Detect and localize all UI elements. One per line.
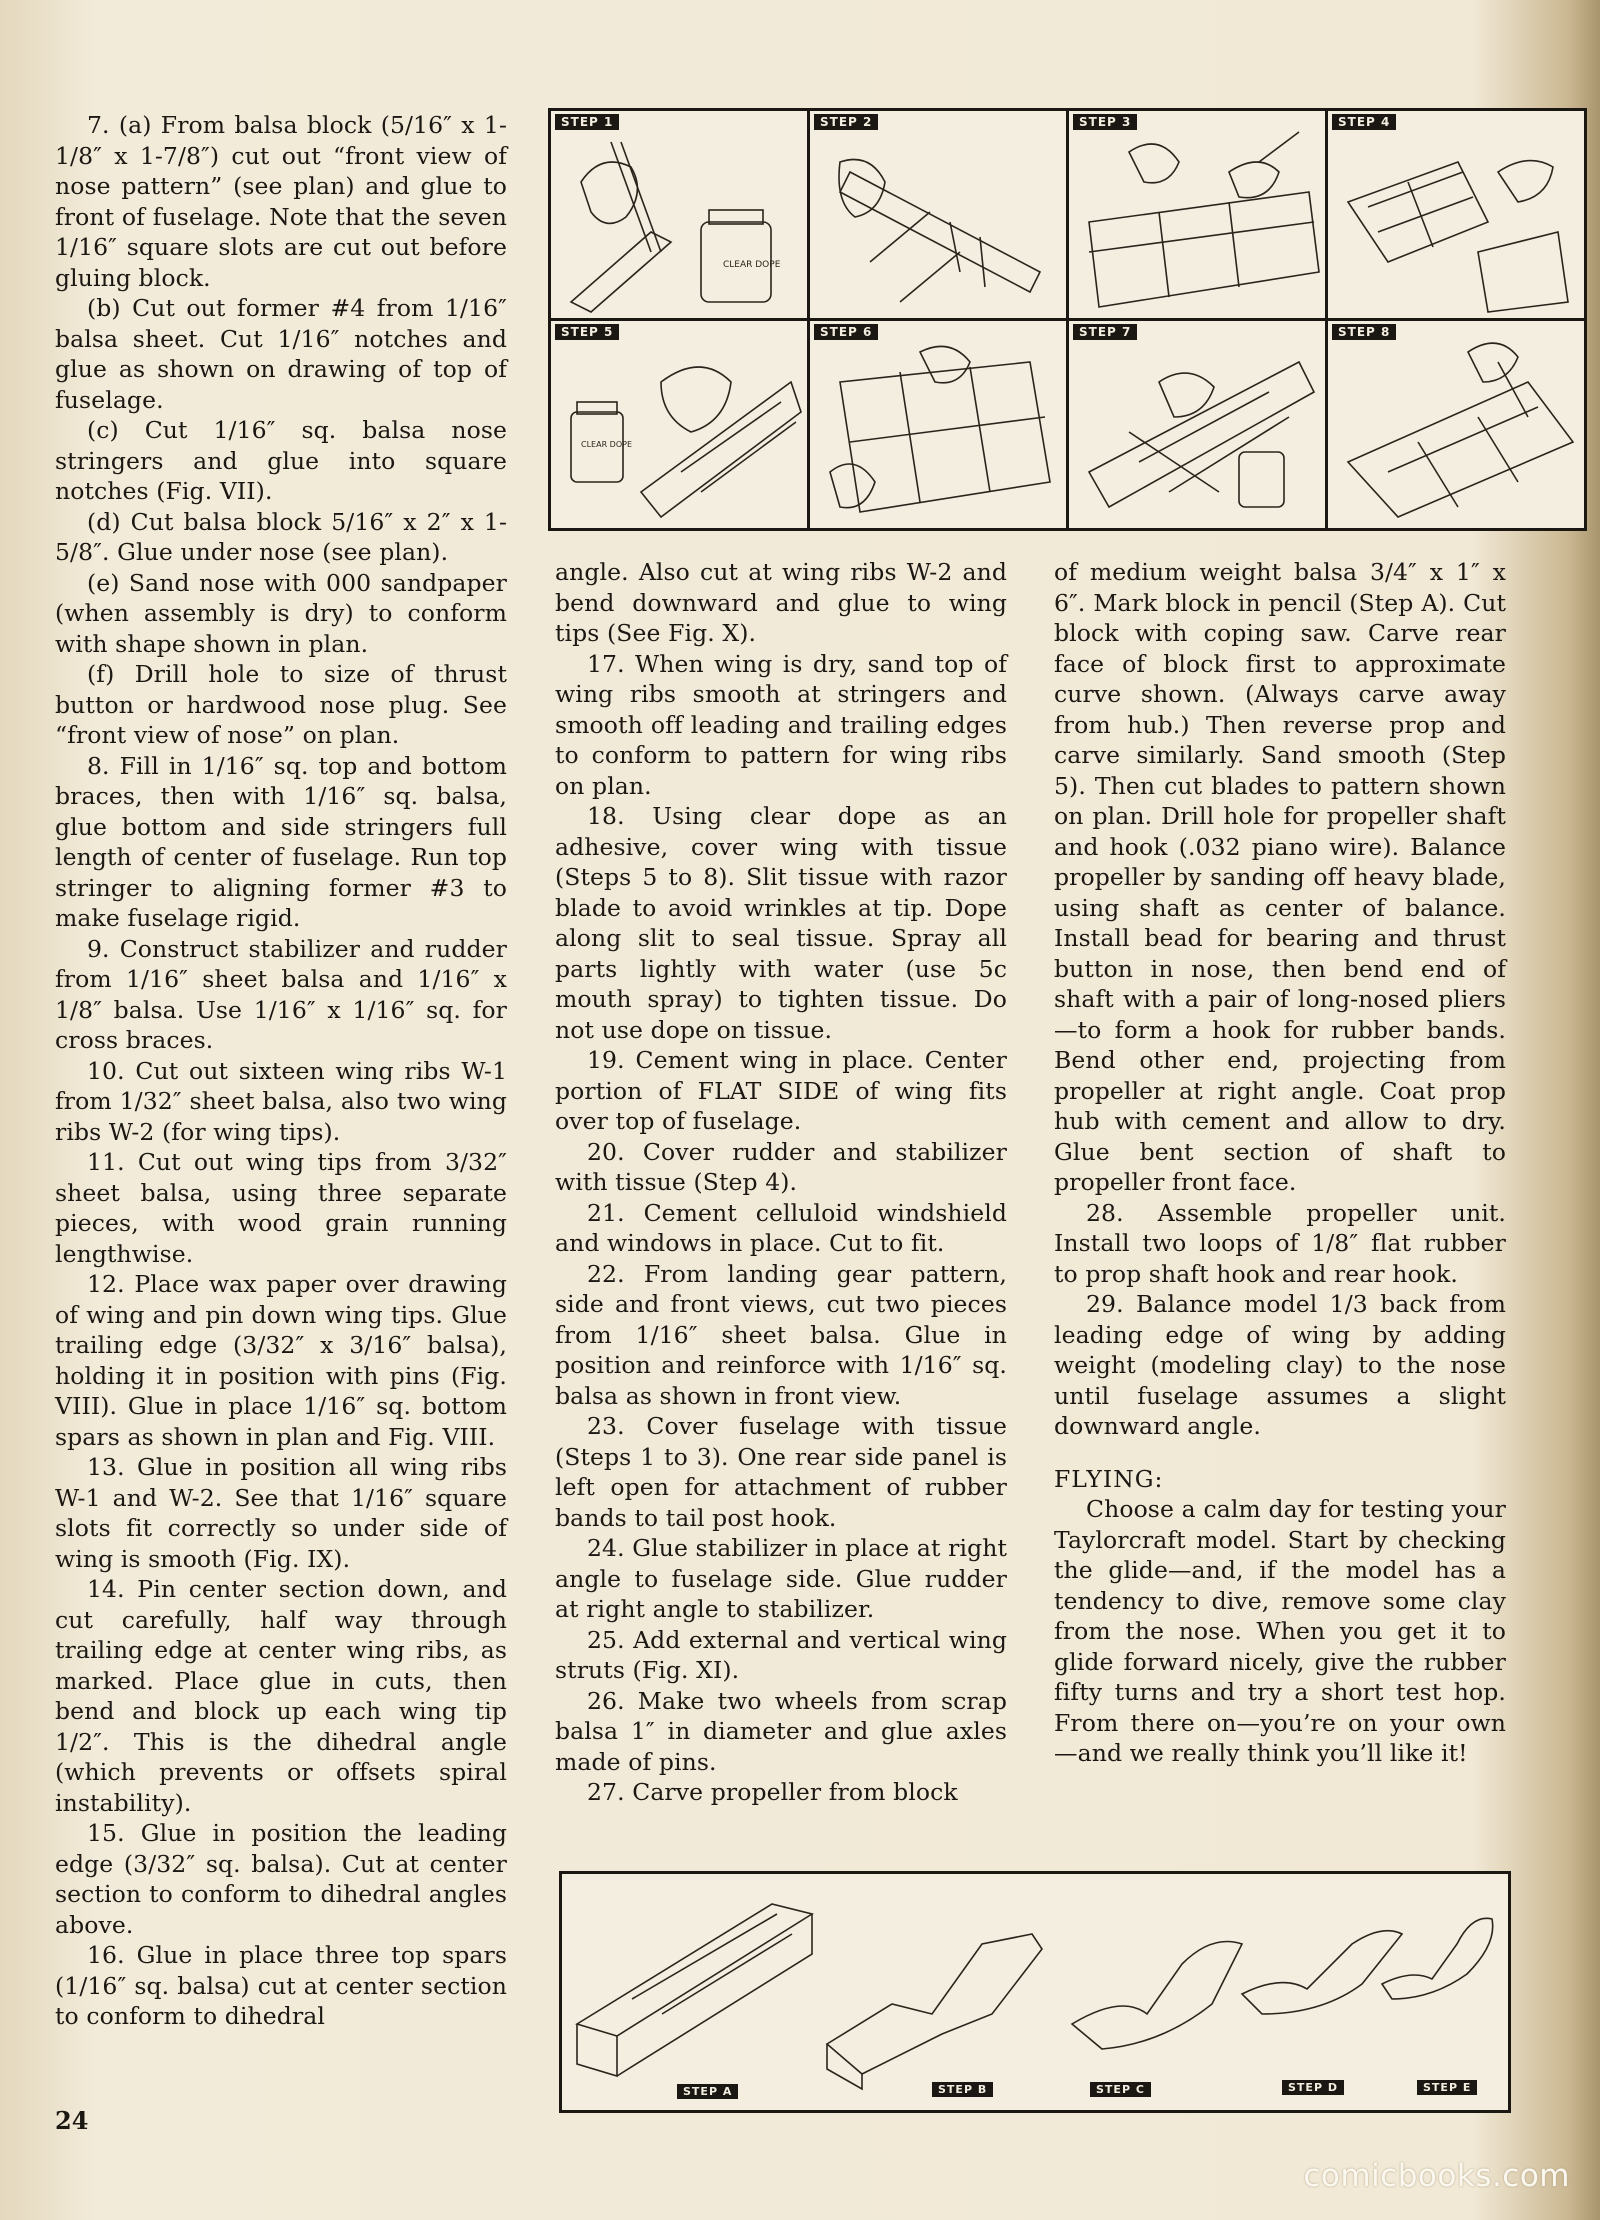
text-column-1	[55, 110, 507, 2032]
paragraph: 24. Glue stabilizer in place at right angle to fuselage side. Glue rudder at right angle to stabilizer.	[555, 1534, 1007, 1623]
paragraph: (b) Cut out former #4 from 1/16″ balsa sheet. Cut 1/16″ notches and glue as shown on drawing of top of fuselage.	[55, 294, 507, 414]
step-label: STEP 4	[1332, 114, 1396, 130]
section-heading: FLYING:	[1054, 1464, 1164, 1493]
jar-label: CLEAR DOPE	[581, 440, 633, 449]
step-panel-2	[810, 111, 1066, 318]
text-column-2	[555, 557, 1007, 1808]
step-2-illustration	[810, 111, 1066, 318]
step-5-illustration	[551, 321, 807, 528]
watermark: comicbooks.com	[1303, 2158, 1570, 2194]
steps-illustration-grid	[548, 108, 1587, 531]
propeller-carving-drawing	[562, 1874, 1508, 2110]
step-panel-6	[810, 321, 1066, 528]
step-label: STEP 2	[814, 114, 878, 130]
paragraph: 17. When wing is dry, sand top of wing ribs smooth at stringers and smooth off leading and trailing edges to conform to pattern for wing ribs on plan.	[555, 649, 1007, 800]
paragraph: 16. Glue in place three top spars (1/16″ sq. balsa) cut at center section to conform to dihedral	[55, 1941, 507, 2030]
step-panel-1	[551, 111, 807, 318]
step-label: STEP 3	[1073, 114, 1137, 130]
paragraph: 11. Cut out wing tips from 3/32″ sheet balsa, using three separate pieces, with wood grain running lengthwise.	[55, 1148, 507, 1268]
paragraph: 23. Cover fuselage with tissue (Steps 1 to 3). One rear side panel is left open for attachment of rubber bands to tail post hook.	[555, 1412, 1007, 1532]
step-label: STEP 7	[1073, 324, 1137, 340]
paragraph: 9. Construct stabilizer and rudder from 1/16″ sheet balsa and 1/16″ x 1/8″ balsa. Use 1/16″ x 1/16″ sq. for cross braces.	[55, 934, 507, 1054]
paragraph: (c) Cut 1/16″ sq. balsa nose stringers and glue into square notches (Fig. VII).	[55, 416, 507, 505]
step-panel-5	[551, 321, 807, 528]
paragraph: 19. Cement wing in place. Center portion of FLAT SIDE of wing fits over top of fuselage.	[555, 1046, 1007, 1135]
propeller-steps-illustration	[559, 1871, 1511, 2113]
paragraph: 28. Assemble propeller unit. Install two loops of 1/8″ flat rubber to prop shaft hook and rear hook.	[1054, 1198, 1506, 1288]
paragraph: Choose a calm day for testing your Taylorcraft model. Start by checking the glide—and, if the model has a tendency to dive, remove some clay from the nose. When you get it to glide forward nicely, give the rubber fifty turns and try a short test hop. From there on—you’re on your own—and we really think you’ll like it!	[1054, 1495, 1506, 1767]
step-label: STEP 6	[814, 324, 878, 340]
step-label: STEP 1	[555, 114, 619, 130]
paragraph: 7. (a) From balsa block (5/16″ x 1-1/8″ x 1-7/8″) cut out “front view of nose pattern” (see plan) and glue to front of fuselage. Note that the seven 1/16″ square slots are cut out before gluing block.	[55, 111, 507, 292]
step-panel-3	[1069, 111, 1325, 318]
paragraph: 22. From landing gear pattern, side and front views, cut two pieces from 1/16″ sheet balsa. Glue in position and reinforce with 1/16″ sq. balsa as shown in front view.	[555, 1259, 1007, 1410]
step-7-illustration	[1069, 321, 1325, 528]
step-6-illustration	[810, 321, 1066, 528]
step-panel-7	[1069, 321, 1325, 528]
step-3-illustration	[1069, 111, 1325, 318]
paragraph: 10. Cut out sixteen wing ribs W-1 from 1/32″ sheet balsa, also two wing ribs W-2 (for wing tips).	[55, 1056, 507, 1146]
prop-step-label: STEP B	[932, 2082, 993, 2097]
paragraph: (e) Sand nose with 000 sandpaper (when assembly is dry) to conform with shape shown in plan.	[55, 568, 507, 658]
prop-step-label: STEP C	[1090, 2082, 1151, 2097]
paragraph: 8. Fill in 1/16″ sq. top and bottom braces, then with 1/16″ sq. balsa, glue bottom and side stringers full length of center of fuselage. Run top stringer to aligning former #3 to make fuselage rigid.	[55, 751, 507, 932]
paragraph: 25. Add external and vertical wing struts (Fig. XI).	[555, 1625, 1007, 1684]
step-label: STEP 5	[555, 324, 619, 340]
paragraph: 29. Balance model 1/3 back from leading edge of wing by adding weight (modeling clay) to the nose until fuselage assumes a slight downward angle.	[1054, 1290, 1506, 1440]
paragraph: 18. Using clear dope as an adhesive, cover wing with tissue (Steps 5 to 8). Slit tissue with razor blade to avoid wrinkles at tip. Dope along slit to seal tissue. Spray all parts lightly with water (use 5c mouth spray) to tighten tissue. Do not use dope on tissue.	[555, 802, 1007, 1044]
paragraph: 12. Place wax paper over drawing of wing and pin down wing tips. Glue trailing edge (3/32″ x 3/16″ balsa), holding it in position with pins (Fig. VIII). Glue in place 1/16″ sq. bottom spars as shown in plan and Fig. VIII.	[55, 1270, 507, 1451]
step-label: STEP 8	[1332, 324, 1396, 340]
page-number: 24	[55, 2106, 89, 2135]
paragraph: 26. Make two wheels from scrap balsa 1″ in diameter and glue axles made of pins.	[555, 1686, 1007, 1776]
paragraph: (f) Drill hole to size of thrust button or hardwood nose plug. See “front view of nose” on plan.	[55, 660, 507, 749]
step-panel-8	[1328, 321, 1584, 528]
paragraph: 21. Cement celluloid windshield and windows in place. Cut to fit.	[555, 1198, 1007, 1257]
paragraph: 15. Glue in position the leading edge (3/32″ sq. balsa). Cut at center section to conform to dihedral angles above.	[55, 1819, 507, 1939]
paragraph: of medium weight balsa 3/4″ x 1″ x 6″. Mark block in pencil (Step A). Cut block with coping saw. Carve rear face of block first to approximate curve shown. (Always carve away from hub.) Then reverse prop and carve similarly. Sand smooth (Step 5). Then cut blades to pattern shown on plan. Drill hole for propeller shaft and hook (.032 piano wire). Balance propeller by sanding off heavy blade, using shaft as center of balance. Install bead for bearing and thrust button in nose, then bend end of shaft with a pair of long-nosed pliers—to form a hook for rubber bands. Bend other end, projecting from propeller at right angle. Coat prop hub with cement and allow to dry. Glue bent section of shaft to propeller front face.	[1054, 558, 1506, 1196]
text-column-3	[1054, 557, 1506, 1769]
paragraph: 13. Glue in position all wing ribs W-1 and W-2. See that 1/16″ square slots fit correctly so under side of wing is smooth (Fig. IX).	[55, 1453, 507, 1573]
step-panel-4	[1328, 111, 1584, 318]
prop-step-label: STEP A	[677, 2084, 738, 2099]
paragraph: angle. Also cut at wing ribs W-2 and bend downward and glue to wing tips (See Fig. X).	[555, 558, 1007, 647]
step-1-illustration	[551, 111, 807, 318]
step-8-illustration	[1328, 321, 1584, 528]
paragraph: (d) Cut balsa block 5/16″ x 2″ x 1-5/8″. Glue under nose (see plan).	[55, 507, 507, 566]
paragraph: 14. Pin center section down, and cut carefully, half way through trailing edge at center wing ribs, as marked. Place glue in cuts, then bend and block up each wing tip 1/2″. This is the dihedral angle (which prevents or offsets spiral instability).	[55, 1575, 507, 1817]
jar-label: CLEAR DOPE	[723, 260, 781, 270]
paragraph: 20. Cover rudder and stabilizer with tissue (Step 4).	[555, 1137, 1007, 1196]
prop-step-label: STEP D	[1282, 2080, 1344, 2095]
step-4-illustration	[1328, 111, 1584, 318]
paragraph: 27. Carve propeller from block	[587, 1778, 958, 1806]
prop-step-label: STEP E	[1417, 2080, 1477, 2095]
